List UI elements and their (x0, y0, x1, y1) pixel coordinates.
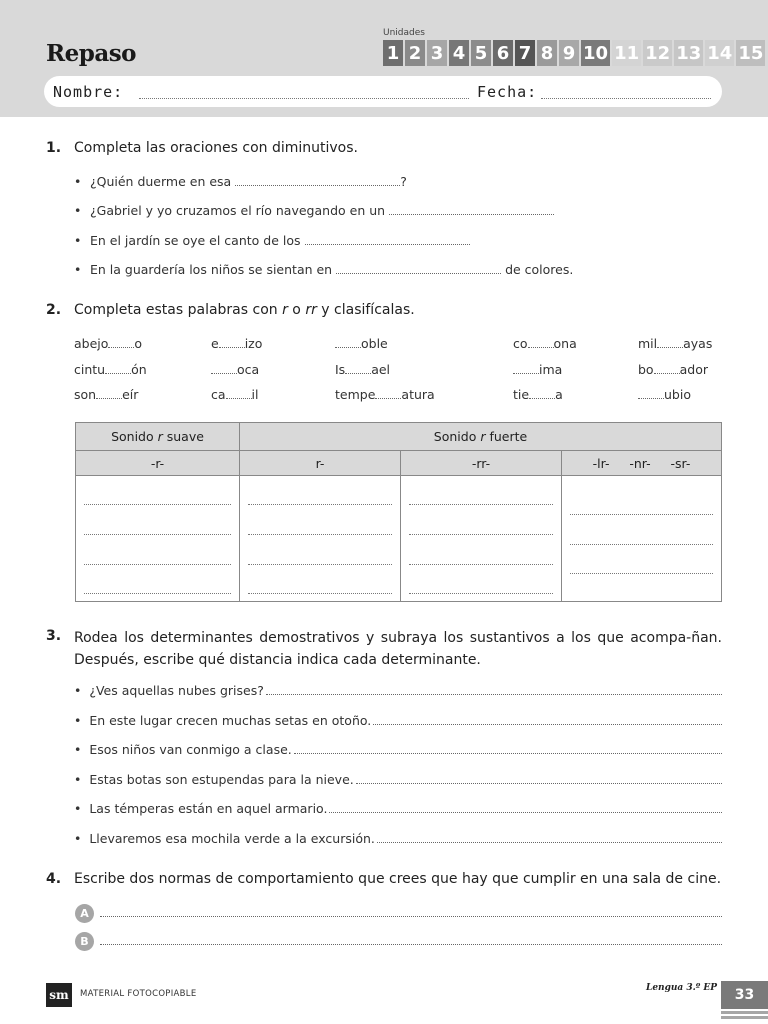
word-item: oble (335, 336, 388, 351)
unit-13: 13 (674, 40, 703, 66)
list-item: • En el jardín se oye el canto de los (74, 233, 470, 248)
col-rr: -rr- (401, 451, 562, 476)
unit-6: 6 (493, 40, 513, 66)
word-item: mil ayas (638, 336, 713, 351)
list-item: • Llevaremos esa mochila verde a la excursión. (74, 831, 722, 846)
answer-line[interactable] (373, 715, 722, 725)
question-text: Completa las oraciones con diminutivos. (74, 140, 358, 156)
unit-15: 15 (736, 40, 765, 66)
date-label: Fecha: (477, 83, 538, 101)
page-number: 33 (721, 981, 768, 1009)
word-item: tempe atura (335, 387, 435, 402)
photocopy-label: MATERIAL FOTOCOPIABLE (80, 989, 197, 999)
name-date-bar (44, 76, 722, 107)
list-item: • Estas botas son estupendas para la nieve. (74, 772, 722, 787)
unit-14: 14 (705, 40, 734, 66)
units-strip (383, 40, 767, 66)
units-label: Unidades (383, 28, 425, 38)
answer-line[interactable] (294, 744, 722, 754)
name-label: Nombre: (53, 83, 124, 101)
list-item: • En la guardería los niños se sientan en de colores. (74, 262, 574, 277)
item-suffix: de colores. (501, 262, 574, 277)
unit-11: 11 (612, 40, 641, 66)
list-item: • Las témperas están en aquel armario. (74, 801, 722, 816)
answer-cell[interactable] (562, 476, 722, 602)
item-text: ¿Gabriel y yo cruzamos el río navegando en un (90, 203, 386, 218)
question-text: Escribe dos normas de comportamiento que crees que hay que cumplir en una sala de cine. (74, 871, 722, 887)
word-item: bo ador (638, 362, 708, 377)
question-number: 2. (46, 302, 62, 318)
word-item: cintu ón (74, 362, 147, 377)
list-item: • ¿Quién duerme en esa ? (74, 174, 407, 189)
answer-cell[interactable] (401, 476, 562, 602)
col-lr-nr-sr: -lr- -nr- -sr- (562, 451, 722, 476)
name-field[interactable] (139, 85, 469, 99)
answer-cell[interactable] (240, 476, 401, 602)
unit-4: 4 (449, 40, 469, 66)
answer-line[interactable] (377, 833, 722, 843)
answer-line[interactable] (329, 803, 722, 813)
unit-10: 10 (581, 40, 610, 66)
unit-1: 1 (383, 40, 403, 66)
list-item: • Esos niños van conmigo a clase. (74, 742, 722, 757)
page-title: Repaso (46, 40, 137, 67)
date-field[interactable] (541, 85, 711, 99)
col-r-mid: -r- (76, 451, 240, 476)
unit-2: 2 (405, 40, 425, 66)
answer-line[interactable] (266, 685, 722, 695)
course-label: Lengua 3.º EP (646, 983, 718, 993)
col-r-start: r- (240, 451, 401, 476)
unit-5: 5 (471, 40, 491, 66)
unit-3: 3 (427, 40, 447, 66)
answer-blank[interactable] (389, 204, 554, 215)
answer-blank[interactable] (336, 263, 501, 274)
answer-a-badge: A (75, 904, 94, 923)
answer-blank[interactable] (305, 234, 470, 245)
word-item: abejo o (74, 336, 143, 351)
question-number: 4. (46, 871, 62, 887)
word-item: son eír (74, 387, 139, 402)
publisher-logo: sm (46, 983, 72, 1007)
unit-8: 8 (537, 40, 557, 66)
header-strong: Sonido r fuerte (240, 423, 722, 451)
answer-b-badge: B (75, 932, 94, 951)
answer-b-line[interactable] (100, 944, 722, 945)
unit-12: 12 (643, 40, 672, 66)
unit-7: 7 (515, 40, 535, 66)
item-text: En el jardín se oye el canto de los (90, 233, 301, 248)
word-item: e izo (211, 336, 263, 351)
answer-blank[interactable] (235, 175, 400, 186)
answer-cell[interactable] (76, 476, 240, 602)
item-suffix: ? (400, 174, 407, 189)
header-soft: Sonido r suave (76, 423, 240, 451)
question-text: Rodea los determinantes demostrativos y subraya los sustantivos a los que acompa-ñan. Después, escribe qué distancia indica cada determinante. (74, 630, 722, 668)
word-item: Is ael (335, 362, 391, 377)
list-item: • ¿Gabriel y yo cruzamos el río navegando en un (74, 203, 554, 218)
answer-a-line[interactable] (100, 916, 722, 917)
classification-table (75, 422, 722, 602)
unit-9: 9 (559, 40, 579, 66)
question-number: 1. (46, 140, 62, 156)
word-item: ubio (638, 387, 691, 402)
word-item: co ona (513, 336, 577, 351)
list-item: • ¿Ves aquellas nubes grises? (74, 683, 722, 698)
word-item: ima (513, 362, 562, 377)
word-item: oca (211, 362, 259, 377)
word-item: tie a (513, 387, 563, 402)
list-item: • En este lugar crecen muchas setas en otoño. (74, 713, 722, 728)
item-text: En la guardería los niños se sientan en (90, 262, 333, 277)
answer-line[interactable] (356, 774, 722, 784)
page-decoration (721, 1011, 768, 1024)
item-text: ¿Quién duerme en esa (90, 174, 232, 189)
question-text: Completa estas palabras con r o rr y clasifícalas. (74, 302, 415, 318)
question-number: 3. (46, 628, 62, 644)
word-item: ca il (211, 387, 259, 402)
